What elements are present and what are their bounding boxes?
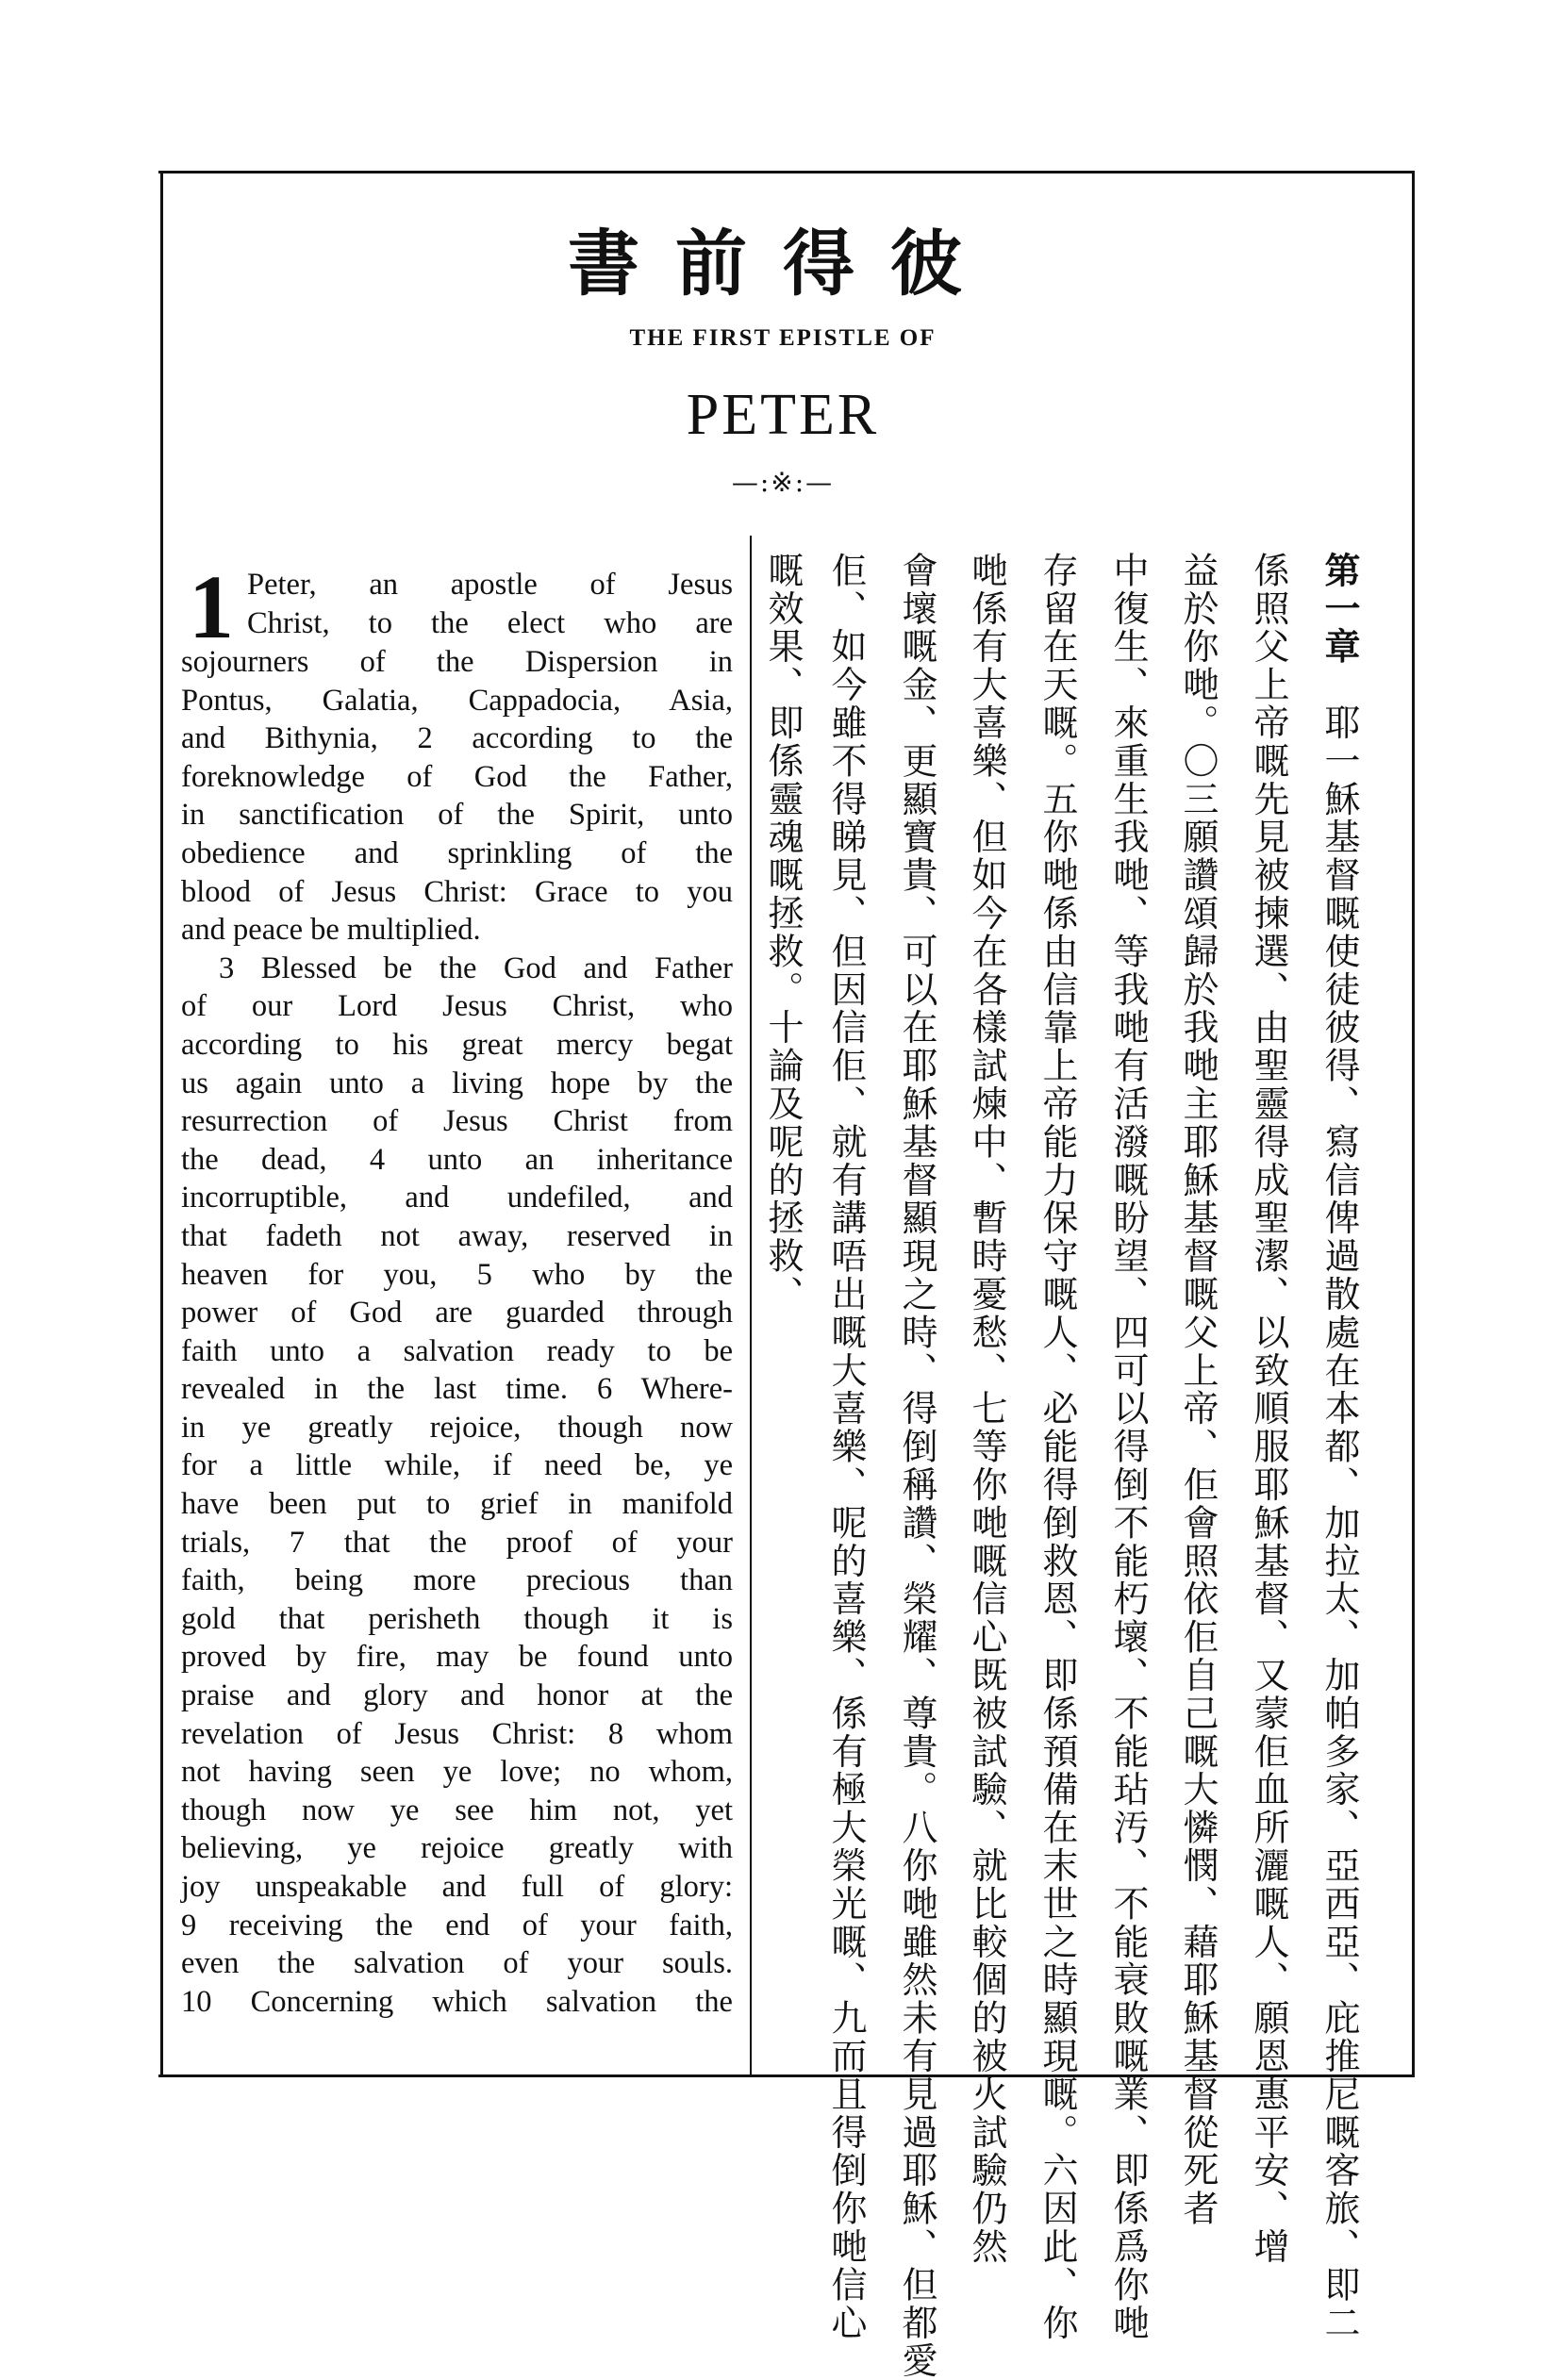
text-line: Christ, to the elect who are xyxy=(247,605,733,640)
text-line: and peace be multiplied. xyxy=(181,913,481,948)
text-line: faith, being more precious than xyxy=(181,1563,733,1598)
chinese-column: 存留在天嘅。五你哋係由信靠上帝能力保守嘅人、必能得倒救恩、即係預備在末世之時顯現嘅。六因此、你 xyxy=(1037,552,1078,2342)
english-text-column xyxy=(181,556,733,2021)
text-line: proved by fire, may be found unto xyxy=(181,1640,733,1675)
text-line: have been put to grief in manifold xyxy=(181,1487,733,1522)
text-line: obedience and sprinkling of the xyxy=(181,835,733,870)
chinese-column: 哋係有大喜樂、但如今在各樣試煉中、暫時憂愁、七等你哋嘅信心既被試驗、就比較個的被火試驗仍然 xyxy=(966,552,1007,2266)
text-line: that fadeth not away, reserved in xyxy=(181,1218,733,1253)
title-chinese: 書前得彼 xyxy=(568,222,998,306)
chinese-column: 第一章 耶一穌基督嘅使徒彼得、寫信俾過散處在本都、加拉太、加帕多家、亞西亞、庇推尼嘅客旅、即二 xyxy=(1319,552,1361,2342)
text-line: believing, ye rejoice greatly with xyxy=(181,1831,733,1866)
text-line: of our Lord Jesus Christ, who xyxy=(181,989,733,1024)
text-line: power of God are guarded through xyxy=(181,1296,733,1330)
text-line: revealed in the last time. 6 Where- xyxy=(181,1372,733,1407)
text-line: heaven for you, 5 who by the xyxy=(181,1257,733,1292)
text-line: and Bithynia, 2 according to the xyxy=(181,721,733,756)
text-line: incorruptible, and undefiled, and xyxy=(181,1181,733,1215)
text-line: gold that perisheth though it is xyxy=(181,1601,733,1636)
text-line: 9 receiving the end of your faith, xyxy=(181,1908,733,1942)
text-line: in sanctification of the Spirit, unto xyxy=(181,798,733,833)
text-line: resurrection of Jesus Christ from xyxy=(181,1104,733,1139)
text-line: even the salvation of your souls. xyxy=(181,1946,733,1981)
text-line: the dead, 4 unto an inheritance xyxy=(181,1142,733,1177)
text-line: according to his great mercy begat xyxy=(181,1027,733,1062)
text-line: sojourners of the Dispersion in xyxy=(181,645,733,679)
chinese-column: 佢、如今雖不得睇見、但因信佢、就有講唔出嘅大喜樂、呢的喜樂、係有極大榮光嘅、九而且得倒你哋信心 xyxy=(825,552,867,2342)
text-line: blood of Jesus Christ: Grace to you xyxy=(181,874,733,909)
book-title: PETER xyxy=(686,383,880,447)
top-rule xyxy=(158,171,1415,174)
text-line: faith unto a salvation ready to be xyxy=(181,1333,733,1368)
chinese-column: 中復生、來重生我哋、等我哋有活潑嘅盼望、四可以得倒不能朽壞、不能玷汚、不能衰敗嘅業、即係爲你哋 xyxy=(1107,552,1149,2342)
right-rule xyxy=(1412,171,1415,2077)
chinese-column: 會壞嘅金、更顯寶貴、可以在耶穌基督顯現之時、得倒稱讚、榮耀、尊貴。八你哋雖然未有見過耶穌、但都愛 xyxy=(896,552,937,2380)
text-line: us again unto a living hope by the xyxy=(181,1066,733,1100)
text-line: 10 Concerning which salvation the xyxy=(181,1984,733,2019)
ornament: —:※:— xyxy=(731,467,835,498)
text-line: joy unspeakable and full of glory: xyxy=(181,1870,733,1904)
chinese-column: 嘅效果、即係靈魂嘅拯救。十論及呢的拯救、 xyxy=(762,552,804,1314)
text-line: 3 Blessed be the God and Father xyxy=(219,950,733,985)
chapter-heading-cn: 第一章 xyxy=(1319,552,1361,667)
text-line: though now ye see him not, yet xyxy=(181,1793,733,1827)
text-line: praise and glory and honor at the xyxy=(181,1678,733,1713)
chinese-column: 益於你哋。〇三願讚頌歸於我哋主耶穌基督嘅父上帝、佢會照依佢自己嘅大憐憫、藉耶穌基督從死者 xyxy=(1177,552,1219,2228)
left-rule xyxy=(160,171,163,2077)
text-line: revelation of Jesus Christ: 8 whom xyxy=(181,1716,733,1751)
text-line: trials, 7 that the proof of your xyxy=(181,1525,733,1560)
text-line: Pontus, Galatia, Cappadocia, Asia, xyxy=(181,683,733,718)
text-line: Peter, an apostle of Jesus xyxy=(247,568,733,602)
text-line: foreknowledge of God the Father, xyxy=(181,759,733,794)
column-divider xyxy=(750,536,752,2074)
text-line: in ye greatly rejoice, though now xyxy=(181,1410,733,1445)
text-line: not having seen ye love; no whom, xyxy=(181,1755,733,1790)
subtitle: THE FIRST EPISTLE OF xyxy=(629,325,937,351)
chinese-column: 係照父上帝嘅先見被揀選、由聖靈得成聖潔、以致順服耶穌基督、又蒙佢血所灑嘅人、願恩惠平安、增 xyxy=(1248,552,1289,2266)
text-line: for a little while, if need be, ye xyxy=(181,1448,733,1483)
chapter-number: 1 xyxy=(189,556,234,657)
